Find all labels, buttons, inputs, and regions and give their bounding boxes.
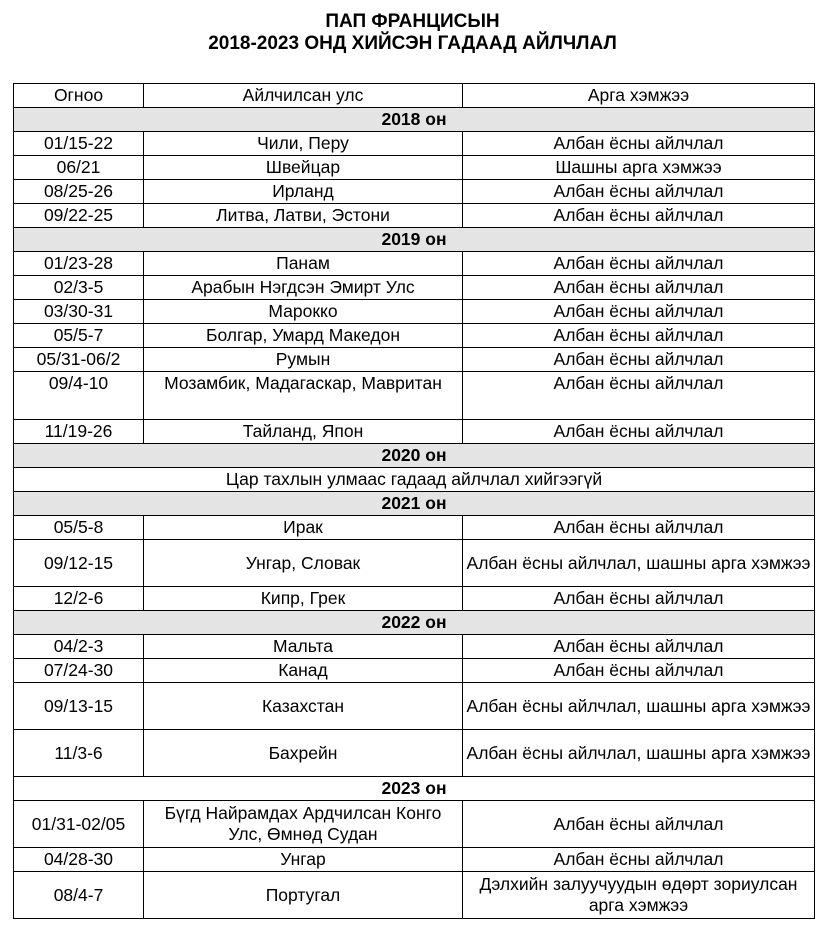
country-cell: Марокко xyxy=(144,300,463,324)
country-cell: Казахстан xyxy=(144,683,463,730)
country-cell: Унгар, Словак xyxy=(144,540,463,587)
table-row xyxy=(14,540,815,587)
year-row-2018 xyxy=(14,108,815,132)
event-cell: Албан ёсны айлчлал xyxy=(463,276,815,300)
event-cell: Албан ёсны айлчлал xyxy=(463,348,815,372)
event-cell: Албан ёсны айлчлал xyxy=(463,516,815,540)
country-cell: Чили, Перу xyxy=(144,132,463,156)
event-cell: Албан ёсны айлчлал, шашны арга хэмжээ xyxy=(463,683,815,730)
date-cell: 05/5-8 xyxy=(14,516,144,540)
date-cell: 01/15-22 xyxy=(14,132,144,156)
date-cell: 08/4-7 xyxy=(14,872,144,919)
date-cell: 11/19-26 xyxy=(14,420,144,444)
event-cell: Албан ёсны айлчлал xyxy=(463,801,815,848)
country-cell: Румын xyxy=(144,348,463,372)
event-cell: Албан ёсны айлчлал, шашны арга хэмжээ xyxy=(463,540,815,587)
table-row xyxy=(14,348,815,372)
date-cell: 01/31-02/05 xyxy=(14,801,144,848)
table-row xyxy=(14,683,815,730)
country-cell: Тайланд, Япон xyxy=(144,420,463,444)
date-cell: 07/24-30 xyxy=(14,659,144,683)
date-cell: 05/31-06/2 xyxy=(14,348,144,372)
country-cell: Литва, Латви, Эстони xyxy=(144,204,463,228)
date-cell: 09/22-25 xyxy=(14,204,144,228)
country-cell: Канад xyxy=(144,659,463,683)
date-cell: 11/3-6 xyxy=(14,730,144,777)
year-label-2019: 2019 он xyxy=(14,228,815,252)
table-row xyxy=(14,180,815,204)
table-row xyxy=(14,252,815,276)
table-row xyxy=(14,801,815,848)
event-cell: Албан ёсны айлчлал xyxy=(463,372,815,420)
year-label-2020: 2020 он xyxy=(14,444,815,468)
country-cell: Мальта xyxy=(144,635,463,659)
table-row xyxy=(14,276,815,300)
event-cell: Дэлхийн залуучуудын өдөрт зориулсан арга хэмжээ xyxy=(463,872,815,919)
event-cell: Албан ёсны айлчлал xyxy=(463,659,815,683)
year-label-2022: 2022 он xyxy=(14,611,815,635)
title-line-1: ПАП ФРАНЦИСЫН xyxy=(325,11,500,32)
country-cell: Швейцар xyxy=(144,156,463,180)
table-row xyxy=(14,516,815,540)
country-cell: Бахрейн xyxy=(144,730,463,777)
table-row xyxy=(14,204,815,228)
event-cell: Албан ёсны айлчлал, шашны арга хэмжээ xyxy=(463,730,815,777)
table-row xyxy=(14,468,815,492)
page-title xyxy=(0,0,825,55)
country-cell: Кипр, Грек xyxy=(144,587,463,611)
table-row xyxy=(14,132,815,156)
year-label-2018: 2018 он xyxy=(14,108,815,132)
table-row xyxy=(14,635,815,659)
date-cell: 09/12-15 xyxy=(14,540,144,587)
date-cell: 04/2-3 xyxy=(14,635,144,659)
country-cell: Португал xyxy=(144,872,463,919)
table-row xyxy=(14,848,815,872)
event-cell: Албан ёсны айлчлал xyxy=(463,300,815,324)
event-cell: Албан ёсны айлчлал xyxy=(463,848,815,872)
event-cell: Албан ёсны айлчлал xyxy=(463,324,815,348)
event-cell: Албан ёсны айлчлал xyxy=(463,204,815,228)
date-cell: 12/2-6 xyxy=(14,587,144,611)
country-cell: Ирланд xyxy=(144,180,463,204)
year-row-2021 xyxy=(14,492,815,516)
year-row-2022 xyxy=(14,611,815,635)
title-line-2: 2018-2023 ОНД ХИЙСЭН ГАДААД АЙЛЧЛАЛ xyxy=(208,33,617,54)
date-cell: 08/25-26 xyxy=(14,180,144,204)
header-country: Айлчилсан улс xyxy=(144,84,463,108)
year-row-2019 xyxy=(14,228,815,252)
header-date: Огноо xyxy=(14,84,144,108)
table-row xyxy=(14,372,815,420)
table-row xyxy=(14,587,815,611)
date-cell: 06/21 xyxy=(14,156,144,180)
date-cell: 05/5-7 xyxy=(14,324,144,348)
table-row xyxy=(14,156,815,180)
event-cell: Албан ёсны айлчлал xyxy=(463,635,815,659)
header-event: Арга хэмжээ xyxy=(463,84,815,108)
header-row xyxy=(14,84,815,108)
event-cell: Албан ёсны айлчлал xyxy=(463,132,815,156)
date-cell: 01/23-28 xyxy=(14,252,144,276)
date-cell: 09/13-15 xyxy=(14,683,144,730)
table-row xyxy=(14,300,815,324)
country-cell: Мозамбик, Мадагаскар, Мавритан xyxy=(144,372,463,420)
table-row xyxy=(14,420,815,444)
table-row xyxy=(14,324,815,348)
event-cell: Албан ёсны айлчлал xyxy=(463,252,815,276)
visits-table xyxy=(13,83,815,919)
year-row-2020 xyxy=(14,444,815,468)
event-cell: Албан ёсны айлчлал xyxy=(463,180,815,204)
table-row xyxy=(14,872,815,919)
country-cell: Бүгд Найрамдах Ардчилсан Конго Улс, Өмнөд Судан xyxy=(144,801,463,848)
table-row xyxy=(14,659,815,683)
event-cell: Албан ёсны айлчлал xyxy=(463,587,815,611)
date-cell: 02/3-5 xyxy=(14,276,144,300)
year-row-2023 xyxy=(14,777,815,801)
year-label-2023: 2023 он xyxy=(14,777,815,801)
country-cell: Болгар, Умард Македон xyxy=(144,324,463,348)
date-cell: 09/4-10 xyxy=(14,372,144,420)
country-cell: Ирак xyxy=(144,516,463,540)
country-cell: Панам xyxy=(144,252,463,276)
country-cell: Унгар xyxy=(144,848,463,872)
country-cell: Арабын Нэгдсэн Эмирт Улс xyxy=(144,276,463,300)
visits-table-container xyxy=(13,83,814,919)
note-cell: Цар тахлын улмаас гадаад айлчлал хийгээгүй xyxy=(14,468,815,492)
event-cell: Албан ёсны айлчлал xyxy=(463,420,815,444)
year-label-2021: 2021 он xyxy=(14,492,815,516)
date-cell: 03/30-31 xyxy=(14,300,144,324)
event-cell: Шашны арга хэмжээ xyxy=(463,156,815,180)
table-row xyxy=(14,730,815,777)
date-cell: 04/28-30 xyxy=(14,848,144,872)
